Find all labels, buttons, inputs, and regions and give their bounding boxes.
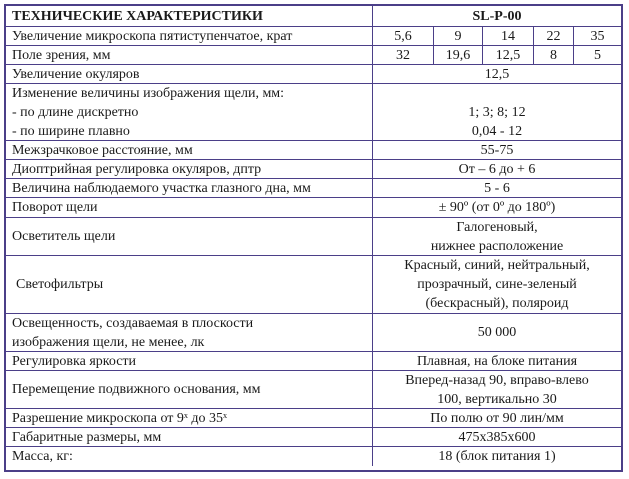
field-values	[373, 46, 621, 65]
fundus-label: Величина наблюдаемого участка глазного дна, мм	[6, 179, 373, 198]
pupil-distance-label: Межзрачковое расстояние, мм	[6, 141, 373, 160]
illuminance-value: 50 000	[373, 314, 621, 352]
mass-label: Масса, кг:	[6, 447, 373, 466]
field-value: 12,5	[483, 46, 534, 65]
field-value: 8	[534, 46, 574, 65]
slit-width-value: 0,04 - 12	[471, 124, 523, 139]
slit-length-label: - по длине дискретно	[12, 105, 139, 120]
slit-width-label: - по ширине плавно	[12, 124, 130, 139]
specifications-table	[4, 4, 623, 472]
rotation-label: Поворот щели	[6, 198, 373, 218]
eyepiece-value: 12,5	[373, 65, 621, 84]
brightness-value: Плавная, на блоке питания	[373, 352, 621, 371]
diopter-label: Диоптрийная регулировка окуляров, дптр	[6, 160, 373, 179]
movement-value-line: Вперед-назад 90, вправо-влево	[405, 372, 589, 388]
movement-value-line: 100, вертикально 30	[437, 391, 557, 407]
magnification-value: 35	[590, 29, 605, 44]
mass-value: 18 (блок питания 1)	[438, 449, 556, 464]
movement-label: Перемещение подвижного основания, мм	[6, 371, 373, 409]
rotation-value: ± 90º (от 0º до 180º)	[373, 198, 621, 218]
illuminator-value	[373, 218, 621, 256]
pupil-distance-value: 55-75	[373, 141, 621, 160]
filters-value-line: прозрачный, сине-зеленый	[417, 277, 577, 292]
slit-label-cell	[6, 84, 373, 141]
resolution-value: По полю от 90 лин/мм	[373, 409, 621, 428]
diopter-value: От – 6 до + 6	[373, 160, 621, 179]
illuminance-label-line: изображения щели, не менее, лк	[12, 334, 205, 350]
magnification-value: 5,6	[373, 27, 434, 46]
field-value: 19,6	[434, 46, 483, 65]
illuminance-label	[6, 314, 373, 352]
illuminator-label: Осветитель щели	[6, 218, 373, 256]
model-name: SL-P-00	[373, 6, 621, 27]
slit-length-value: 1; 3; 8; 12	[468, 105, 526, 120]
magnification-value: 22	[534, 27, 574, 46]
magnification-value: 14	[483, 27, 534, 46]
eyepiece-label: Увеличение окуляров	[6, 65, 373, 84]
filters-value-line: (бескрасный), поляроид	[425, 296, 569, 311]
magnification-label: Увеличение микроскопа пятиступенчатое, крат	[6, 27, 373, 46]
illuminance-label-line: Освещенность, создаваемая в плоскости	[12, 315, 254, 331]
filters-label	[6, 256, 373, 314]
fundus-value: 5 - 6	[373, 179, 621, 198]
magnification-values	[373, 27, 621, 46]
filters-value-line: Красный, синий, нейтральный,	[404, 258, 590, 273]
dimensions-value: 475x385x600	[373, 428, 621, 447]
filters-value	[373, 256, 621, 314]
field-value: 5	[594, 48, 601, 63]
slit-label: Изменение величины изображения щели, мм:	[12, 86, 285, 101]
brightness-label: Регулировка яркости	[6, 352, 373, 371]
resolution-label: Разрешение микроскопа от 9ˣ до 35ˣ	[6, 409, 373, 428]
magnification-value: 9	[434, 27, 483, 46]
dimensions-label: Габаритные размеры, мм	[6, 428, 373, 447]
table-title: ТЕХНИЧЕСКИЕ ХАРАКТЕРИСТИКИ	[6, 6, 373, 27]
illuminator-value-line: Галогеновый,	[456, 219, 538, 235]
illuminator-value-line: нижнее расположение	[430, 238, 564, 254]
slit-value-cell	[373, 84, 621, 141]
movement-value	[373, 371, 621, 409]
field-label: Поле зрения, мм	[6, 46, 373, 65]
field-value: 32	[373, 46, 434, 65]
filters-label-text: Светофильтры	[16, 277, 104, 292]
